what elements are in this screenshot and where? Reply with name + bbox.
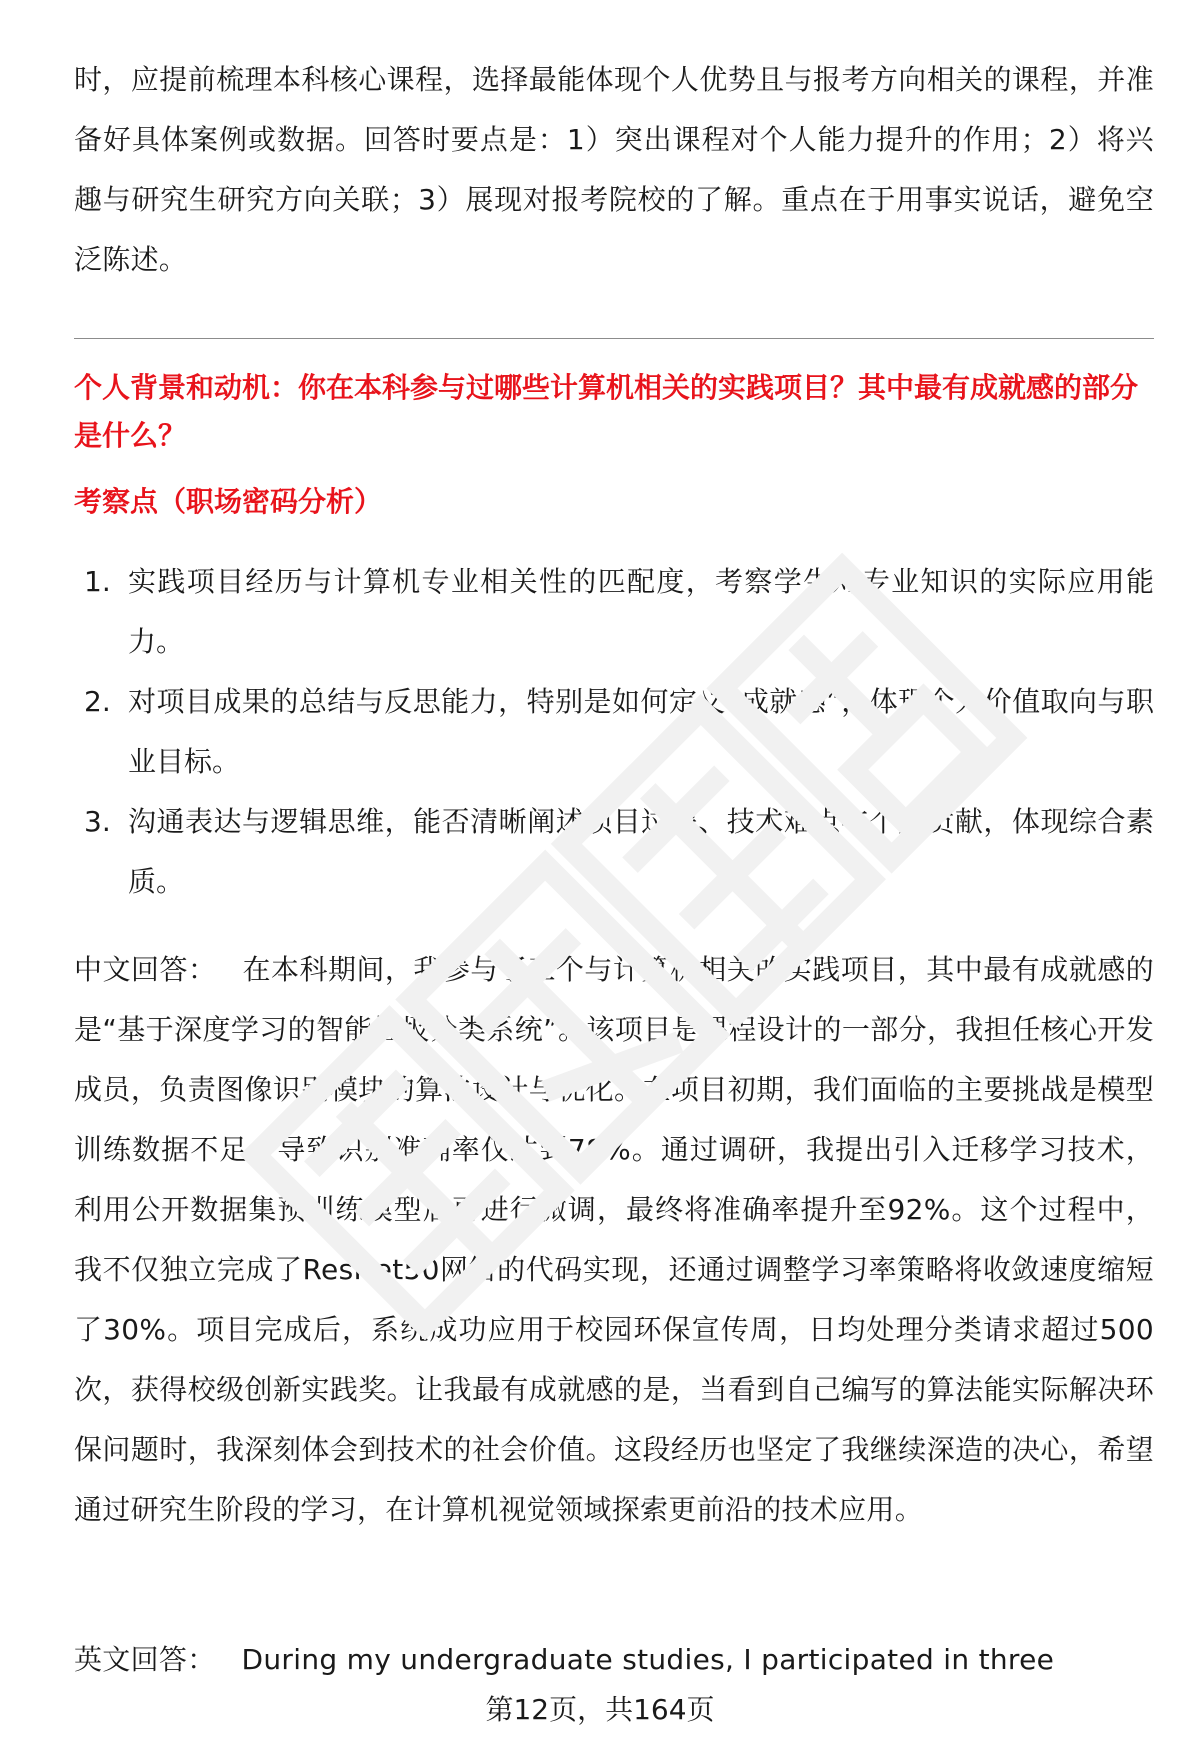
- assessment-points-heading: 考察点（职场密码分析）: [74, 485, 383, 518]
- list-item-number: 2.: [84, 685, 111, 718]
- list-item-text: 实践项目经历与计算机专业相关性的匹配度，考察学生对专业知识的实际应用能力。: [128, 565, 1154, 658]
- list-item-text: 沟通表达与逻辑思维，能否清晰阐述项目过程、技术难点与个人贡献，体现综合素质。: [128, 805, 1154, 898]
- english-answer-label: 英文回答：: [74, 1643, 216, 1676]
- list-item: [74, 552, 1154, 672]
- section-divider: [74, 338, 1154, 339]
- list-item-text: 对项目成果的总结与反思能力，特别是如何定义“成就感”，体现个人价值取向与职业目标。: [128, 685, 1154, 778]
- document-page: [74, 0, 1154, 1755]
- english-answer-text: During my undergraduate studies, I participated in three: [241, 1643, 1055, 1676]
- list-item-number: 3.: [84, 805, 111, 838]
- assessment-points-list: [74, 552, 1154, 912]
- list-item: [74, 792, 1154, 912]
- chinese-answer-text: 在本科期间，我参与了三个与计算机相关的实践项目，其中最有成就感的是“基于深度学习的智能垃圾分类系统”。该项目是课程设计的一部分，我担任核心开发成员，负责图像识别模块的算法设计与优化。在项目初期，我们面临的主要挑战是模型训练数据不足，导致识别准确率仅达到78%。通过调研，我提出引入迁移学习技术，利用公开数据集预训练模型后再进行微调，最终将准确率提升至92%。这个过程中，我不仅独立完成了ResNet50网络的代码实现，还通过调整学习率策略将收敛速度缩短了30%。项目完成后，系统成功应用于校园环保宣传周，日均处理分类请求超过500次，获得校级创新实践奖。让我最有成就感的是，当看到自己编写的算法能实际解决环保问题时，我深刻体会到技术的社会价值。这段经历也坚定了我继续深造的决心，希望通过研究生阶段的学习，在计算机视觉领域探索更前沿的技术应用。: [74, 953, 1154, 1526]
- page-number-footer: 第12页，共164页: [485, 1693, 715, 1726]
- english-answer-paragraph: [74, 1630, 1154, 1690]
- chinese-answer-label: 中文回答：: [74, 953, 217, 986]
- question-heading: 个人背景和动机：你在本科参与过哪些计算机相关的实践项目？其中最有成就感的部分是什么？: [74, 371, 1139, 452]
- list-item-number: 1.: [84, 565, 111, 598]
- intro-paragraph: 时，应提前梳理本科核心课程，选择最能体现个人优势且与报考方向相关的课程，并准备好具体案例或数据。回答时要点是：1）突出课程对个人能力提升的作用；2）将兴趣与研究生研究方向关联；3）展现对报考院校的了解。重点在于用事实说话，避免空泛陈述。: [74, 63, 1154, 276]
- chinese-answer-paragraph: [74, 940, 1154, 1540]
- list-item: [74, 672, 1154, 792]
